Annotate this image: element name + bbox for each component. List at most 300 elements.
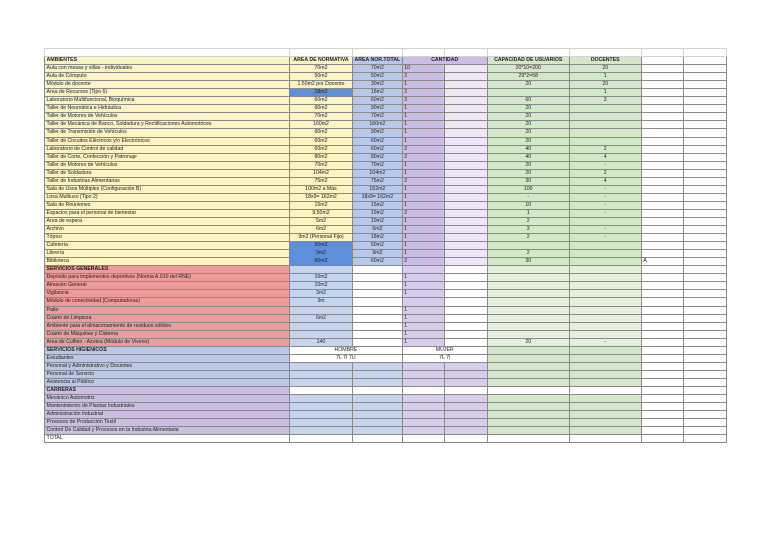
hombre-cell[interactable]: HOMBRE	[290, 346, 403, 354]
empty-cell[interactable]	[683, 105, 726, 113]
cantidad-extra-cell[interactable]	[444, 234, 487, 242]
cantidad-extra-cell[interactable]	[444, 89, 487, 97]
cantidad-cell[interactable]: 1	[402, 169, 444, 177]
cantidad-extra-cell[interactable]	[444, 226, 487, 234]
capacidad-cell[interactable]	[487, 242, 569, 250]
docentes-cell[interactable]	[569, 427, 641, 435]
capacidad-cell[interactable]	[487, 274, 569, 282]
docentes-cell[interactable]: -	[569, 338, 641, 346]
empty-cell[interactable]	[683, 322, 726, 330]
empty-cell[interactable]	[683, 65, 726, 73]
capacidad-cell[interactable]: 20	[487, 338, 569, 346]
area-total-cell[interactable]	[353, 419, 403, 427]
cantidad-extra-cell[interactable]	[444, 298, 487, 306]
area-total-cell[interactable]: 10m2	[353, 217, 403, 225]
capacidad-cell[interactable]	[487, 89, 569, 97]
empty-cell[interactable]	[290, 49, 353, 57]
cantidad-extra-cell[interactable]	[444, 201, 487, 209]
cantidad-extra-cell[interactable]	[444, 73, 487, 81]
area-total-cell[interactable]	[353, 314, 403, 322]
area-total-cell[interactable]: 60m2	[353, 145, 403, 153]
area-normativa-cell[interactable]: 60m2	[290, 258, 353, 266]
ambiente-name[interactable]: TOTAL	[45, 435, 290, 443]
docentes-cell[interactable]	[569, 411, 641, 419]
area-total-cell[interactable]	[353, 403, 403, 411]
area-total-cell[interactable]	[353, 386, 403, 394]
capacidad-cell[interactable]: 10	[487, 201, 569, 209]
cantidad-extra-cell[interactable]	[444, 338, 487, 346]
docentes-cell[interactable]	[569, 330, 641, 338]
ambiente-name[interactable]: Patio	[45, 306, 290, 314]
ambiente-name[interactable]: Control De Calidad y Procesos en la Industria Alimentaria	[45, 427, 290, 435]
empty-cell[interactable]	[683, 306, 726, 314]
area-normativa-cell[interactable]: 3m	[290, 298, 353, 306]
area-normativa-cell[interactable]: 3m2	[290, 290, 353, 298]
docentes-cell[interactable]	[569, 250, 641, 258]
docentes-cell[interactable]	[569, 290, 641, 298]
empty-cell[interactable]	[683, 354, 726, 362]
cantidad-extra-cell[interactable]	[444, 427, 487, 435]
docentes-cell[interactable]	[569, 258, 641, 266]
ambiente-name[interactable]: Administración Industrial	[45, 411, 290, 419]
note-cell[interactable]	[641, 370, 683, 378]
ambiente-name[interactable]: Módulo de conectividad (Computadoras)	[45, 298, 290, 306]
note-cell[interactable]	[641, 97, 683, 105]
area-total-cell[interactable]: 104m2	[353, 169, 403, 177]
ambiente-name[interactable]: Espacios para el personal de bienestar	[45, 209, 290, 217]
area-normativa-cell[interactable]: 16m2	[290, 274, 353, 282]
capacidad-cell[interactable]: 2	[487, 250, 569, 258]
area-total-cell[interactable]: 70m2	[353, 65, 403, 73]
area-normativa-cell[interactable]: 18x9= 162m2	[290, 193, 353, 201]
cantidad-extra-cell[interactable]	[444, 153, 487, 161]
empty-cell[interactable]	[683, 427, 726, 435]
cantidad-cell[interactable]: 2	[402, 258, 444, 266]
cantidad-cell[interactable]	[402, 427, 444, 435]
cantidad-extra-cell[interactable]	[444, 129, 487, 137]
capacidad-cell[interactable]	[487, 266, 569, 274]
cantidad-extra-cell[interactable]	[444, 362, 487, 370]
docentes-cell[interactable]: -	[569, 226, 641, 234]
ambiente-name[interactable]: Cafetería	[45, 242, 290, 250]
docentes-cell[interactable]	[569, 274, 641, 282]
cantidad-cell[interactable]	[402, 266, 444, 274]
note-cell[interactable]	[641, 386, 683, 394]
capacidad-cell[interactable]: 30	[487, 258, 569, 266]
cantidad-cell[interactable]	[402, 395, 444, 403]
empty-cell[interactable]	[683, 338, 726, 346]
capacidad-cell[interactable]: 60	[487, 97, 569, 105]
docentes-cell[interactable]	[569, 137, 641, 145]
cantidad-cell[interactable]: 1	[402, 250, 444, 258]
docentes-cell[interactable]	[569, 266, 641, 274]
area-total-cell[interactable]	[353, 395, 403, 403]
empty-cell[interactable]	[683, 419, 726, 427]
area-normativa-cell[interactable]: 160m2	[290, 121, 353, 129]
empty-cell[interactable]	[683, 362, 726, 370]
ambiente-name[interactable]: Mantenimiento de Plantas Industriales	[45, 403, 290, 411]
note-cell[interactable]	[641, 234, 683, 242]
docentes-cell[interactable]: 2	[569, 145, 641, 153]
note-cell[interactable]	[641, 274, 683, 282]
note-cell[interactable]	[641, 322, 683, 330]
capacidad-cell[interactable]: 2	[487, 217, 569, 225]
note-cell[interactable]	[641, 282, 683, 290]
docentes-cell[interactable]	[569, 129, 641, 137]
empty-cell[interactable]	[683, 89, 726, 97]
empty-cell[interactable]	[569, 49, 641, 57]
ambiente-name[interactable]: Taller de Industrias Alimentarias	[45, 177, 290, 185]
header-area-total[interactable]: AREA NOR.TOTAL	[354, 57, 401, 64]
ambiente-name[interactable]: Sala de Usos Múltiples (Configuración B)	[45, 185, 290, 193]
note-cell[interactable]	[641, 105, 683, 113]
area-total-cell[interactable]: 60m2	[353, 137, 403, 145]
area-total-cell[interactable]: 70m2	[353, 113, 403, 121]
section-title[interactable]: CARRERAS	[45, 386, 290, 394]
cantidad-extra-cell[interactable]	[444, 193, 487, 201]
area-total-cell[interactable]: 6m2	[353, 226, 403, 234]
area-total-cell[interactable]	[353, 411, 403, 419]
capacidad-cell[interactable]: 100	[487, 185, 569, 193]
cantidad-cell[interactable]	[402, 378, 444, 386]
note-cell[interactable]	[641, 226, 683, 234]
capacidad-cell[interactable]	[487, 435, 569, 443]
area-normativa-cell[interactable]	[290, 395, 353, 403]
capacidad-cell[interactable]: 40	[487, 145, 569, 153]
capacidad-cell[interactable]: 20	[487, 129, 569, 137]
header-area-normativa[interactable]: AREA DE NORMATIVA	[290, 57, 353, 65]
note-cell[interactable]	[641, 250, 683, 258]
cantidad-extra-cell[interactable]	[444, 145, 487, 153]
empty-cell[interactable]	[683, 395, 726, 403]
note-cell[interactable]	[641, 378, 683, 386]
note-cell[interactable]	[641, 89, 683, 97]
empty-cell[interactable]	[683, 258, 726, 266]
area-normativa-cell[interactable]	[290, 419, 353, 427]
cantidad-cell[interactable]	[402, 298, 444, 306]
capacidad-cell[interactable]: 20	[487, 169, 569, 177]
cantidad-extra-cell[interactable]	[444, 266, 487, 274]
cantidad-extra-cell[interactable]	[444, 177, 487, 185]
area-normativa-cell[interactable]	[290, 386, 353, 394]
empty-cell[interactable]	[683, 290, 726, 298]
ambiente-name[interactable]: Vigilancia	[45, 290, 290, 298]
empty-cell[interactable]	[683, 57, 726, 65]
cantidad-extra-cell[interactable]	[444, 403, 487, 411]
capacidad-cell[interactable]	[487, 395, 569, 403]
section-title[interactable]: SERVICIOS HIGIENICOS	[45, 346, 290, 354]
empty-cell[interactable]	[683, 266, 726, 274]
empty-cell[interactable]	[683, 97, 726, 105]
ambiente-name[interactable]: Área de espera	[45, 217, 290, 225]
cantidad-cell[interactable]: 1	[402, 217, 444, 225]
area-normativa-cell[interactable]: 60m2	[290, 97, 353, 105]
capacidad-cell[interactable]	[487, 411, 569, 419]
ambiente-name[interactable]: Cuarto de Máquinas y Cisterna	[45, 330, 290, 338]
area-normativa-cell[interactable]: 1.50m2 por Docente	[290, 81, 353, 89]
note-cell[interactable]	[641, 427, 683, 435]
area-normativa-cell[interactable]	[290, 362, 353, 370]
hombre-cell[interactable]: 7L 7I 7U	[290, 354, 403, 362]
empty-cell[interactable]	[683, 330, 726, 338]
area-normativa-cell[interactable]: 80m2	[290, 153, 353, 161]
note-cell[interactable]	[641, 113, 683, 121]
ambiente-name[interactable]: Personal de Servicio	[45, 370, 290, 378]
cantidad-extra-cell[interactable]	[444, 395, 487, 403]
ambiente-name[interactable]: Aula de Cómputo	[45, 73, 290, 81]
empty-cell[interactable]	[45, 49, 290, 57]
cantidad-extra-cell[interactable]	[444, 113, 487, 121]
capacidad-cell[interactable]	[487, 362, 569, 370]
ambiente-name[interactable]: Personal y Administrativo y Docentes	[45, 362, 290, 370]
docentes-cell[interactable]	[569, 435, 641, 443]
area-normativa-cell[interactable]: 10m2	[290, 282, 353, 290]
ambiente-name[interactable]: Taller de Soldadura	[45, 169, 290, 177]
area-normativa-cell[interactable]: 70m2	[290, 113, 353, 121]
empty-cell[interactable]	[683, 370, 726, 378]
ambiente-name[interactable]: Cuarto de Limpieza	[45, 314, 290, 322]
docentes-cell[interactable]: 1	[569, 73, 641, 81]
docentes-cell[interactable]	[569, 242, 641, 250]
note-cell[interactable]: A.	[641, 258, 683, 266]
capacidad-cell[interactable]	[487, 346, 569, 354]
capacidad-cell[interactable]: 20	[487, 137, 569, 145]
area-normativa-cell[interactable]: 18m2	[290, 89, 353, 97]
capacidad-cell[interactable]	[487, 386, 569, 394]
ambiente-name[interactable]: Mecánico Automotriz	[45, 395, 290, 403]
docentes-cell[interactable]	[569, 354, 641, 362]
cantidad-cell[interactable]: 1	[402, 121, 444, 129]
area-normativa-cell[interactable]: 60m2	[290, 137, 353, 145]
docentes-cell[interactable]	[569, 306, 641, 314]
area-normativa-cell[interactable]	[290, 403, 353, 411]
note-cell[interactable]	[641, 209, 683, 217]
cantidad-cell[interactable]: 1	[402, 201, 444, 209]
ambiente-name[interactable]: Depósito para implementos deportivos (Norma A.010 del RNE)	[45, 274, 290, 282]
cantidad-cell[interactable]: 1	[402, 234, 444, 242]
empty-cell[interactable]	[683, 161, 726, 169]
note-cell[interactable]	[641, 403, 683, 411]
area-normativa-cell[interactable]: 50m2	[290, 73, 353, 81]
cantidad-cell[interactable]	[402, 370, 444, 378]
empty-cell[interactable]	[487, 49, 569, 57]
cantidad-extra-cell[interactable]	[444, 314, 487, 322]
area-normativa-cell[interactable]: 70m2	[290, 65, 353, 73]
docentes-cell[interactable]	[569, 346, 641, 354]
ambiente-name[interactable]: Taller de Mecánica de Banco, Soldadura y Rectificaciones Automotrices	[45, 121, 290, 129]
docentes-cell[interactable]: -	[569, 209, 641, 217]
cantidad-extra-cell[interactable]	[444, 330, 487, 338]
capacidad-cell[interactable]: 20	[487, 113, 569, 121]
cantidad-extra-cell[interactable]	[444, 217, 487, 225]
empty-cell[interactable]	[683, 73, 726, 81]
docentes-cell[interactable]	[569, 121, 641, 129]
note-cell[interactable]	[641, 65, 683, 73]
area-normativa-cell[interactable]	[290, 370, 353, 378]
note-cell[interactable]	[641, 338, 683, 346]
docentes-cell[interactable]	[569, 314, 641, 322]
area-total-cell[interactable]: 18x9= 162m2	[353, 193, 403, 201]
note-cell[interactable]	[641, 137, 683, 145]
empty-cell[interactable]	[683, 346, 726, 354]
empty-cell[interactable]	[683, 193, 726, 201]
area-total-cell[interactable]: 18m2	[353, 89, 403, 97]
ambiente-name[interactable]: Almacén General	[45, 282, 290, 290]
cantidad-extra-cell[interactable]	[444, 282, 487, 290]
cantidad-extra-cell[interactable]	[444, 250, 487, 258]
cantidad-extra-cell[interactable]	[444, 242, 487, 250]
area-total-cell[interactable]: 60m2	[353, 258, 403, 266]
area-normativa-cell[interactable]: 50m2	[290, 242, 353, 250]
cantidad-cell[interactable]: 1	[402, 282, 444, 290]
section-title[interactable]: SERVICIOS GENERALES	[45, 266, 290, 274]
ambiente-name[interactable]: Archivo	[45, 226, 290, 234]
ambiente-name[interactable]: Área de Recursos (Tipo 6)	[45, 89, 290, 97]
note-cell[interactable]	[641, 298, 683, 306]
capacidad-cell[interactable]	[487, 403, 569, 411]
area-total-cell[interactable]	[353, 427, 403, 435]
ambiente-name[interactable]: Estudiantes	[45, 354, 290, 362]
area-normativa-cell[interactable]: 5m2	[290, 217, 353, 225]
capacidad-cell[interactable]: 1	[487, 209, 569, 217]
docentes-cell[interactable]	[569, 113, 641, 121]
note-cell[interactable]	[641, 201, 683, 209]
area-normativa-cell[interactable]: 9.50m2	[290, 209, 353, 217]
area-total-cell[interactable]: 60m2	[353, 97, 403, 105]
cantidad-cell[interactable]	[402, 435, 444, 443]
empty-cell[interactable]	[683, 209, 726, 217]
cantidad-extra-cell[interactable]	[444, 274, 487, 282]
note-cell[interactable]	[641, 185, 683, 193]
docentes-cell[interactable]: 4	[569, 177, 641, 185]
empty-cell[interactable]	[683, 435, 726, 443]
cantidad-cell[interactable]: 1	[402, 330, 444, 338]
docentes-cell[interactable]	[569, 105, 641, 113]
empty-cell[interactable]	[683, 242, 726, 250]
cantidad-cell[interactable]: 2	[402, 153, 444, 161]
empty-cell[interactable]	[683, 169, 726, 177]
note-cell[interactable]	[641, 395, 683, 403]
cantidad-cell[interactable]: 1	[402, 129, 444, 137]
cantidad-cell[interactable]	[402, 386, 444, 394]
empty-cell[interactable]	[683, 177, 726, 185]
area-normativa-cell[interactable]	[290, 435, 353, 443]
cantidad-extra-cell[interactable]	[444, 419, 487, 427]
area-total-cell[interactable]: 80m2	[353, 153, 403, 161]
area-normativa-cell[interactable]	[290, 306, 353, 314]
area-normativa-cell[interactable]: 60m2	[290, 145, 353, 153]
area-total-cell[interactable]: 15m2	[353, 201, 403, 209]
docentes-cell[interactable]: 3	[569, 97, 641, 105]
ambiente-name[interactable]: Biblioteca	[45, 258, 290, 266]
ambiente-name[interactable]: Ambiente para el almacenamiento de residuos sólidos	[45, 322, 290, 330]
area-normativa-cell[interactable]: 100m2 a Más	[290, 185, 353, 193]
area-total-cell[interactable]: 70m2	[353, 161, 403, 169]
docentes-cell[interactable]	[569, 217, 641, 225]
note-cell[interactable]	[641, 73, 683, 81]
area-normativa-cell[interactable]: 15m2	[290, 201, 353, 209]
note-cell[interactable]	[641, 242, 683, 250]
area-total-cell[interactable]	[353, 338, 403, 346]
area-total-cell[interactable]: 50m2	[353, 73, 403, 81]
empty-cell[interactable]	[444, 49, 487, 57]
empty-cell[interactable]	[683, 386, 726, 394]
area-total-cell[interactable]	[353, 362, 403, 370]
capacidad-cell[interactable]: -	[487, 193, 569, 201]
empty-cell[interactable]	[683, 129, 726, 137]
note-cell[interactable]	[641, 161, 683, 169]
area-total-cell[interactable]: 18m2	[353, 234, 403, 242]
area-total-cell[interactable]	[353, 435, 403, 443]
ambiente-name[interactable]: Área de Culfieo - Azotea (Módulo de Viveno)	[45, 338, 290, 346]
area-total-cell[interactable]: 9m2	[353, 250, 403, 258]
docentes-cell[interactable]	[569, 362, 641, 370]
cantidad-extra-cell[interactable]	[444, 105, 487, 113]
note-cell[interactable]	[641, 169, 683, 177]
empty-cell[interactable]	[683, 121, 726, 129]
note-cell[interactable]	[641, 354, 683, 362]
area-total-cell[interactable]: 75m2	[353, 177, 403, 185]
docentes-cell[interactable]: 20	[569, 65, 641, 73]
docentes-cell[interactable]	[569, 298, 641, 306]
docentes-cell[interactable]: -	[569, 193, 641, 201]
cantidad-extra-cell[interactable]	[444, 411, 487, 419]
cantidad-extra-cell[interactable]	[444, 97, 487, 105]
area-normativa-cell[interactable]: 6m2	[290, 226, 353, 234]
cantidad-cell[interactable]: 2	[402, 145, 444, 153]
cantidad-cell[interactable]: 2	[402, 73, 444, 81]
docentes-cell[interactable]: 1	[569, 89, 641, 97]
cantidad-extra-cell[interactable]	[444, 209, 487, 217]
cantidad-cell[interactable]	[402, 362, 444, 370]
cantidad-extra-cell[interactable]	[444, 137, 487, 145]
note-cell[interactable]	[641, 153, 683, 161]
empty-cell[interactable]	[683, 153, 726, 161]
cantidad-extra-cell[interactable]	[444, 185, 487, 193]
note-cell[interactable]	[641, 290, 683, 298]
area-total-cell[interactable]	[353, 378, 403, 386]
area-normativa-cell[interactable]: 140	[290, 338, 353, 346]
cantidad-extra-cell[interactable]	[444, 322, 487, 330]
area-normativa-cell[interactable]	[290, 330, 353, 338]
cantidad-cell[interactable]: 1	[402, 161, 444, 169]
docentes-cell[interactable]: -	[569, 234, 641, 242]
cantidad-cell[interactable]: 2	[402, 89, 444, 97]
ambiente-name[interactable]: Aula con mesas y sillas - individuales	[45, 65, 290, 73]
capacidad-cell[interactable]	[487, 419, 569, 427]
capacidad-cell[interactable]: 20	[487, 121, 569, 129]
ambiente-name[interactable]: Taller de Motores de Vehículos	[45, 113, 290, 121]
area-total-cell[interactable]: 90m2	[353, 129, 403, 137]
docentes-cell[interactable]	[569, 403, 641, 411]
note-cell[interactable]	[641, 121, 683, 129]
cantidad-cell[interactable]: 2	[402, 209, 444, 217]
empty-cell[interactable]	[641, 49, 683, 57]
empty-cell[interactable]	[683, 234, 726, 242]
capacidad-cell[interactable]	[487, 378, 569, 386]
cantidad-cell[interactable]: 3	[402, 97, 444, 105]
docentes-cell[interactable]	[569, 395, 641, 403]
ambiente-name[interactable]: Taller de Circuitos Eléctricos y/o Electrónicos	[45, 137, 290, 145]
area-total-cell[interactable]: 90m2	[353, 105, 403, 113]
note-cell[interactable]	[641, 362, 683, 370]
note-cell[interactable]	[641, 266, 683, 274]
capacidad-cell[interactable]	[487, 298, 569, 306]
cantidad-cell[interactable]: 1	[402, 314, 444, 322]
capacidad-cell[interactable]: 20	[487, 105, 569, 113]
empty-cell[interactable]	[683, 250, 726, 258]
area-total-cell[interactable]	[353, 370, 403, 378]
